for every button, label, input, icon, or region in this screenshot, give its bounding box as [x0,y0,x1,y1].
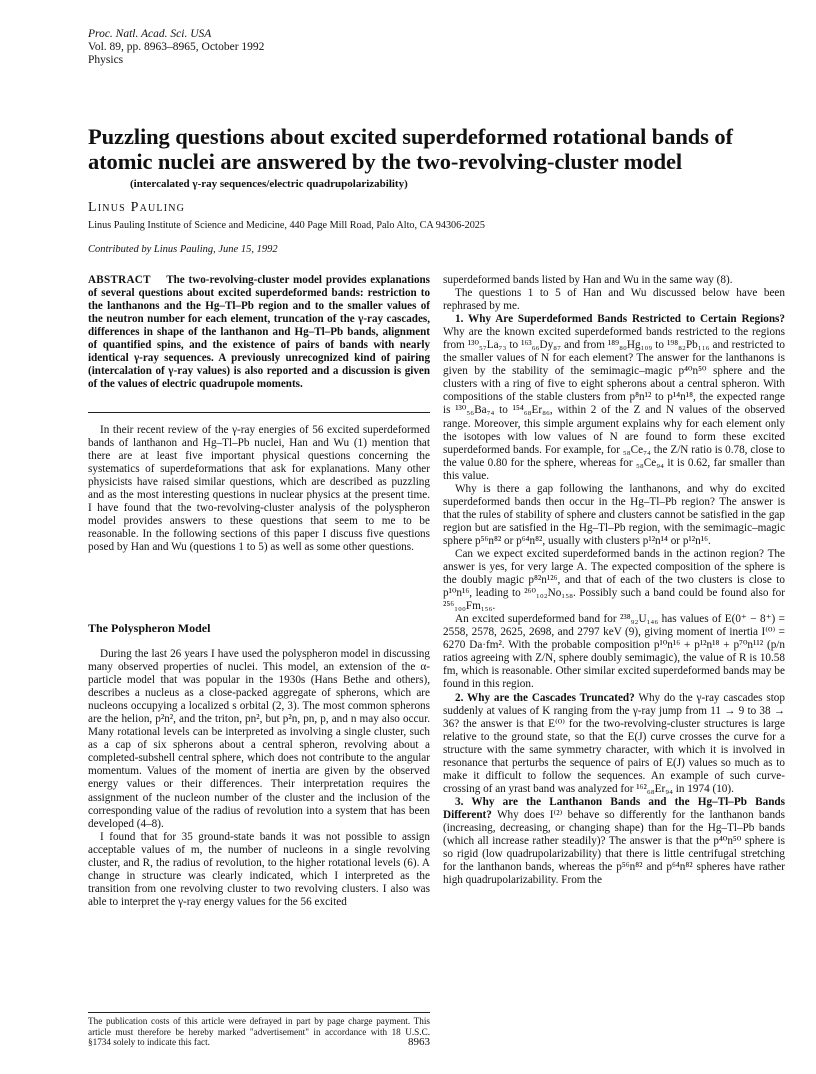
affiliation: Linus Pauling Institute of Science and Medicine, 440 Page Mill Road, Palo Alto, CA 94306-2025 [88,220,485,231]
introduction [88,424,430,554]
section-heading-polyspheron: The Polyspheron Model [88,621,211,635]
question-3-text: Why does I⁽²⁾ behave so differently for the lanthanon bands (increasing, decreasing, or changing shape) than for the Hg–Tl–Pb bands (which all increase rather steadily)? The answer is that the p⁴⁰n⁵⁰ sphere is so rigid (low quadrupolarizability) that there is little centrifugal stretching for the lanthanon bands, whereas the p⁵⁶n⁸² and p⁶⁴n⁸² spheres have rather high quadrupolarizability. From the [443,808,785,887]
contributed-by: Contributed by Linus Pauling, June 15, 1992 [88,244,278,255]
page-number: 8963 [408,1036,430,1048]
question-2-heading: 2. Why are the Cascades Truncated? [455,691,635,704]
question-2-text: Why do the γ-ray cascades stop suddenly at values of K ranging from the γ-ray jump from 11 → 9 to 38 → 36? the answer is that E⁽⁰⁾ for the two-revolving-cluster structures is large relative to the ground state, so that the E(J) curve crosses the curve for a structure with the same symmetry character, with which it is involved in resonance that perturbs the sequence of pairs of E(J) values so much as to make it difficult to follow the sequences. An example of such curve-crossing of an yrast band was analyzed for ¹⁶²₆₈Er₉₄ in 1974 (10). [443,691,785,795]
polyspheron-paragraph-1: During the last 26 years I have used the polyspheron model in discussing many observed properties of nuclei. This model, an extension of the α-particle model that was popular in the 1930s (Hans Bethe and others), describes a nucleus as a close-packed aggregate of spherons, which are nucleons occupying a localized s orbital (2, 3). The most common spherons are the helion, p²n², and the triton, pn², but p²n, pn, p, and n may also occur. Many rotational levels can be interpreted as involving a single cluster, such as a cap of six spherons about a central spheron, revolving about a completed-subshell central sphere, which does not contribute to the angular momentum. Values of the moment of inertia are given by the observed energy values or their differences. Their interpretation requires the assignment of the nucleon number of the cluster and the inclusion of the corresponding value of the radius of revolution into a system that has been developed (4–8). [88,648,430,830]
journal-name: Proc. Natl. Acad. Sci. USA [88,28,212,40]
footnote: The publication costs of this article were defrayed in part by page charge payment. This article must therefore be hereby marked "advertisement" in accordance with 18 U.S.C. §1734 solely to indicate this fact. [88,1016,430,1047]
right-continuation: superdeformed bands listed by Han and Wu in the same way (8). [443,274,733,286]
polyspheron-section [88,648,430,909]
journal-header [88,28,264,67]
rephrased-note: The questions 1 to 5 of Han and Wu discussed below have been rephrased by me. [443,287,785,313]
question-1-gap: Why is there a gap following the lanthanons, and why do excited superdeformed bands then occur in the Hg–Tl–Pb region? The answer is that the rules of stability of sphere and clusters cannot be satisfied in the gap region but are satisfied in the Hg–Tl–Pb region, with the semimagic–magic sphere p⁵⁶n⁸² or p⁶⁴n⁸², usually with clusters p¹²n¹⁴ or p¹²n¹⁶. [443,482,785,547]
intro-paragraph: In their recent review of the γ-ray energies of 56 excited superdeformed bands of lanthanon and Hg–Tl–Pb nuclei, Han and Wu (1) mention that there are at least five important physical questions concerning the systematics of superdeformations that ask for explanations. Many other physicists have raised similar questions, which are described as puzzling and as the most interesting questions in nuclear physics at the present time. I have found that the two-revolving-cluster analysis of the polyspheron model provides answers to these questions that seem to me to be reasonable. In the following sections of this paper I discuss five questions posed by Han and Wu (questions 1 to 5) as well as some other questions. [88,424,430,554]
abstract-label: ABSTRACT [88,274,151,286]
journal-section: Physics [88,54,124,66]
question-1-uranium: An excited superdeformed band for ²³⁸₉₂U₁₄₆ has values of E(0⁺ − 8⁺) = 2558, 2578, 2625, 2698, and 2797 keV (9), giving moment of inertia I⁽⁰⁾ = 6270 Da·fm². With the probable composition p¹⁰n¹⁶ + p¹²n¹⁸ + p⁷⁰n¹¹² (p/n ratios agreeing with Z/N, sphere doubly semimagic), the value of R is 10.58 fm, which is reasonable. Other similar excited superdeformed bands may be found in this region. [443,613,785,691]
question-1-actinon: Can we expect excited superdeformed bands in the actinon region? The answer is yes, for very large A. The expected composition of the sphere is the doubly magic p⁸²n¹²⁶, and that of each of the two clusters is close to p¹⁰n¹⁶, leading to ²⁶⁰₁₀₂No₁₅₈. Possibly such a band could be found also for ²⁵⁶₁₀₀Fm₁₅₆. [443,547,785,613]
abstract-text: The two-revolving-cluster model provides explanations of several questions about excited superdeformed bands: restriction to the lanthanons and the Hg–Tl–Pb region and to the smaller values of the neutron number for each element, truncation of the γ-ray cascades, differences in shape of the lanthanon and Hg–Tl–Pb bands, alignment of quantified spins, and the existence of pairs of bands with nearly identical γ-ray sequences. A previously unrecognized kind of pairing (intercalation of γ-ray values) is also reported and a discussion is given of the values of electric quadrupole moments. [88,274,430,390]
keywords: (intercalated γ-ray sequences/electric quadrupolarizability) [130,178,408,190]
question-3-heading: 3. Why are the Lanthanon Bands and the Hg–Tl–Pb Bands Different? [443,795,785,821]
polyspheron-paragraph-2: I found that for 35 ground-state bands it was not possible to assign acceptable values of m, the number of nucleons in a single revolving cluster, and R, the radius of revolution, to the higher rotational levels (6). A change in structure was clearly indicated, which I interpreted as the transition from one revolving cluster to two revolving clusters. I also was able to interpret the γ-ray energy values for the 56 excited [88,830,430,908]
right-column [443,274,785,887]
question-1-text: Why are the known excited superdeformed bands restricted to the regions from ¹³⁰₅₇La₇₃ to ¹⁶³₆₆Dy₈₇ and from ¹⁸⁹₈₀Hg₁₀₉ to ¹⁹⁸₈₂Pb₁₁₆ and restricted to the smaller values of N for each element? The answer for the lanthanons is given by the stability of the semimagic–magic p⁴⁰n⁵⁰ sphere and the clusters with a ring of five to eight spherons about a central spheron. With compositions of the stable clusters from p⁸n¹² to p¹⁴n¹⁸, the expected range is ¹³⁰₅₆Ba₇₄ to ¹⁵⁴₆₈Er₈₆, within 2 of the Z and N values of the observed range. Moreover, this simple argument explains why for each element only the isotopes with low values of N are found to form these excited superdeformed bands. For example, for ₅₈Ce₇₄ the Z/N ratio is 0.78, close to the value 0.80 for the sphere, whereas for ₅₈Ce₉₄ it is 0.62, far smaller than this value. [443,326,785,482]
footnote-divider [88,1012,430,1013]
abstract [88,274,430,391]
article-title: Puzzling questions about excited superdeformed rotational bands of atomic nuclei are answered by the two-revolving-cluster model [88,124,733,174]
journal-volume: Vol. 89, pp. 8963–8965, October 1992 [88,41,265,53]
question-1-heading: 1. Why Are Superdeformed Bands Restricted to Certain Regions? [455,313,785,326]
abstract-divider [88,412,430,413]
author: Linus Pauling [88,200,186,215]
